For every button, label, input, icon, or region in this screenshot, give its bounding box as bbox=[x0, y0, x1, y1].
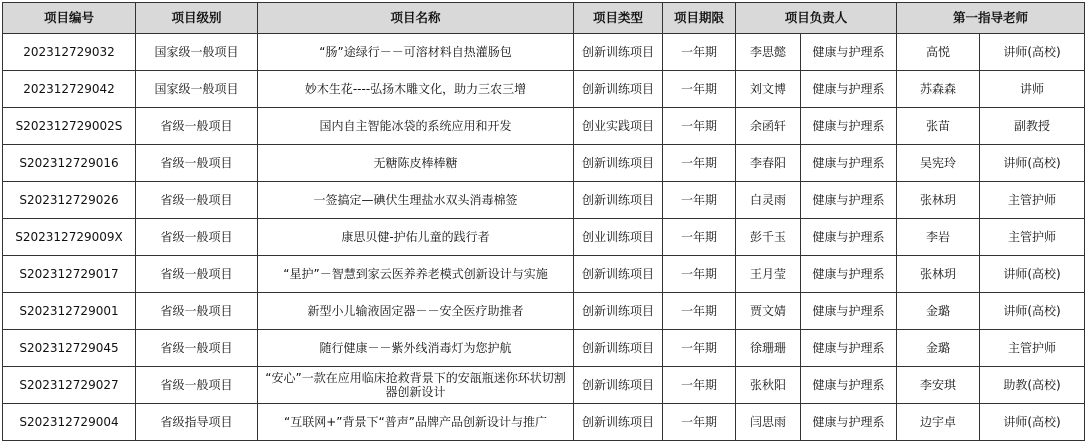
project-term-cell: 一年期 bbox=[663, 256, 736, 293]
project-type-cell: 创新训练项目 bbox=[574, 145, 663, 182]
project-level-cell: 省级一般项目 bbox=[136, 367, 258, 404]
leader-department-cell: 健康与护理系 bbox=[801, 256, 897, 293]
project-id-cell: S202312729045 bbox=[3, 330, 136, 367]
table-row bbox=[3, 108, 1085, 145]
table-row bbox=[3, 182, 1085, 219]
project-name-cell: 新型小儿输液固定器－－安全医疗助推者 bbox=[258, 293, 574, 330]
advisor-name-cell: 高悦 bbox=[897, 34, 980, 71]
project-type-cell: 创新训练项目 bbox=[574, 182, 663, 219]
project-name-cell: 无糖陈皮棒棒糖 bbox=[258, 145, 574, 182]
advisor-name-cell: 苏森森 bbox=[897, 71, 980, 108]
header-row bbox=[3, 3, 1085, 34]
project-id-cell: 202312729032 bbox=[3, 34, 136, 71]
leader-name-cell: 张秋阳 bbox=[736, 367, 801, 404]
table-row bbox=[3, 71, 1085, 108]
header-first-advisor: 第一指导老师 bbox=[897, 3, 1085, 34]
table-row bbox=[3, 145, 1085, 182]
project-name-cell: “肠”途绿行－－可溶材料自热灌肠包 bbox=[258, 34, 574, 71]
advisor-name-cell: 边宇卓 bbox=[897, 404, 980, 441]
project-id-cell: S202312729009X bbox=[3, 219, 136, 256]
project-type-cell: 创业实践项目 bbox=[574, 108, 663, 145]
project-name-cell: “星护”－智慧到家云医养养老模式创新设计与实施 bbox=[258, 256, 574, 293]
header-project-type: 项目类型 bbox=[574, 3, 663, 34]
project-level-cell: 省级指导项目 bbox=[136, 404, 258, 441]
project-level-cell: 省级一般项目 bbox=[136, 182, 258, 219]
header-project-name: 项目名称 bbox=[258, 3, 574, 34]
advisor-title-cell: 助教(高校) bbox=[980, 367, 1085, 404]
advisor-name-cell: 李岩 bbox=[897, 219, 980, 256]
leader-name-cell: 刘文博 bbox=[736, 71, 801, 108]
leader-name-cell: 李思懿 bbox=[736, 34, 801, 71]
project-name-cell: “安心”一款在应用临床抢救背景下的安瓿瓶迷你环状切割器创新设计 bbox=[258, 367, 574, 404]
advisor-title-cell: 讲师(高校) bbox=[980, 145, 1085, 182]
project-type-cell: 创新训练项目 bbox=[574, 256, 663, 293]
project-level-cell: 国家级一般项目 bbox=[136, 34, 258, 71]
table-row bbox=[3, 34, 1085, 71]
leader-department-cell: 健康与护理系 bbox=[801, 367, 897, 404]
leader-department-cell: 健康与护理系 bbox=[801, 71, 897, 108]
project-type-cell: 创新训练项目 bbox=[574, 34, 663, 71]
project-type-cell: 创新训练项目 bbox=[574, 293, 663, 330]
project-level-cell: 国家级一般项目 bbox=[136, 71, 258, 108]
leader-name-cell: 王月莹 bbox=[736, 256, 801, 293]
leader-name-cell: 彭千玉 bbox=[736, 219, 801, 256]
advisor-title-cell: 主管护师 bbox=[980, 330, 1085, 367]
advisor-title-cell: 讲师 bbox=[980, 71, 1085, 108]
advisor-title-cell: 主管护师 bbox=[980, 219, 1085, 256]
advisor-name-cell: 金璐 bbox=[897, 330, 980, 367]
project-type-cell: 创新训练项目 bbox=[574, 404, 663, 441]
project-term-cell: 一年期 bbox=[663, 182, 736, 219]
project-term-cell: 一年期 bbox=[663, 219, 736, 256]
project-term-cell: 一年期 bbox=[663, 330, 736, 367]
project-term-cell: 一年期 bbox=[663, 145, 736, 182]
leader-department-cell: 健康与护理系 bbox=[801, 293, 897, 330]
project-type-cell: 创新训练项目 bbox=[574, 330, 663, 367]
project-id-cell: S202312729027 bbox=[3, 367, 136, 404]
project-level-cell: 省级一般项目 bbox=[136, 145, 258, 182]
advisor-name-cell: 张林玥 bbox=[897, 182, 980, 219]
leader-name-cell: 徐珊珊 bbox=[736, 330, 801, 367]
project-name-cell: 一签搞定—碘伏生理盐水双头消毒棉签 bbox=[258, 182, 574, 219]
project-id-cell: S202312729016 bbox=[3, 145, 136, 182]
project-id-cell: S202312729026 bbox=[3, 182, 136, 219]
project-name-cell: 康思贝健-护佑儿童的践行者 bbox=[258, 219, 574, 256]
project-level-cell: 省级一般项目 bbox=[136, 219, 258, 256]
project-type-cell: 创业训练项目 bbox=[574, 219, 663, 256]
project-name-cell: 随行健康－－紫外线消毒灯为您护航 bbox=[258, 330, 574, 367]
project-term-cell: 一年期 bbox=[663, 71, 736, 108]
leader-department-cell: 健康与护理系 bbox=[801, 404, 897, 441]
project-level-cell: 省级一般项目 bbox=[136, 293, 258, 330]
project-table bbox=[2, 2, 1085, 441]
advisor-title-cell: 主管护师 bbox=[980, 182, 1085, 219]
table-row bbox=[3, 367, 1085, 404]
leader-department-cell: 健康与护理系 bbox=[801, 108, 897, 145]
advisor-name-cell: 张苗 bbox=[897, 108, 980, 145]
advisor-title-cell: 副教授 bbox=[980, 108, 1085, 145]
leader-name-cell: 余函轩 bbox=[736, 108, 801, 145]
leader-department-cell: 健康与护理系 bbox=[801, 34, 897, 71]
project-name-cell: “互联网+”背景下“普声”品牌产品创新设计与推广 bbox=[258, 404, 574, 441]
advisor-title-cell: 讲师(高校) bbox=[980, 256, 1085, 293]
advisor-name-cell: 金璐 bbox=[897, 293, 980, 330]
table-row bbox=[3, 293, 1085, 330]
project-level-cell: 省级一般项目 bbox=[136, 108, 258, 145]
leader-name-cell: 闫思雨 bbox=[736, 404, 801, 441]
project-level-cell: 省级一般项目 bbox=[136, 330, 258, 367]
advisor-title-cell: 讲师(高校) bbox=[980, 34, 1085, 71]
leader-name-cell: 李春阳 bbox=[736, 145, 801, 182]
project-id-cell: S202312729001 bbox=[3, 293, 136, 330]
table-row bbox=[3, 219, 1085, 256]
project-id-cell: S202312729017 bbox=[3, 256, 136, 293]
project-term-cell: 一年期 bbox=[663, 404, 736, 441]
project-type-cell: 创新训练项目 bbox=[574, 367, 663, 404]
project-level-cell: 省级一般项目 bbox=[136, 256, 258, 293]
leader-department-cell: 健康与护理系 bbox=[801, 182, 897, 219]
table-row bbox=[3, 256, 1085, 293]
leader-department-cell: 健康与护理系 bbox=[801, 219, 897, 256]
header-project-id: 项目编号 bbox=[3, 3, 136, 34]
advisor-name-cell: 张林玥 bbox=[897, 256, 980, 293]
table-row bbox=[3, 404, 1085, 441]
project-term-cell: 一年期 bbox=[663, 108, 736, 145]
leader-name-cell: 白灵雨 bbox=[736, 182, 801, 219]
advisor-name-cell: 李安琪 bbox=[897, 367, 980, 404]
project-id-cell: 202312729042 bbox=[3, 71, 136, 108]
project-name-cell: 国内自主智能冰袋的系统应用和开发 bbox=[258, 108, 574, 145]
header-project-leader: 项目负责人 bbox=[736, 3, 897, 34]
leader-name-cell: 贾文婧 bbox=[736, 293, 801, 330]
header-project-term: 项目期限 bbox=[663, 3, 736, 34]
project-name-cell: 妙木生花----弘扬木雕文化，助力三农三增 bbox=[258, 71, 574, 108]
advisor-title-cell: 讲师(高校) bbox=[980, 404, 1085, 441]
table-row bbox=[3, 330, 1085, 367]
advisor-title-cell: 讲师(高校) bbox=[980, 293, 1085, 330]
project-term-cell: 一年期 bbox=[663, 293, 736, 330]
project-term-cell: 一年期 bbox=[663, 367, 736, 404]
header-project-level: 项目级别 bbox=[136, 3, 258, 34]
advisor-name-cell: 吴宪玲 bbox=[897, 145, 980, 182]
project-term-cell: 一年期 bbox=[663, 34, 736, 71]
project-id-cell: S202312729002S bbox=[3, 108, 136, 145]
project-id-cell: S202312729004 bbox=[3, 404, 136, 441]
leader-department-cell: 健康与护理系 bbox=[801, 330, 897, 367]
leader-department-cell: 健康与护理系 bbox=[801, 145, 897, 182]
project-type-cell: 创新训练项目 bbox=[574, 71, 663, 108]
